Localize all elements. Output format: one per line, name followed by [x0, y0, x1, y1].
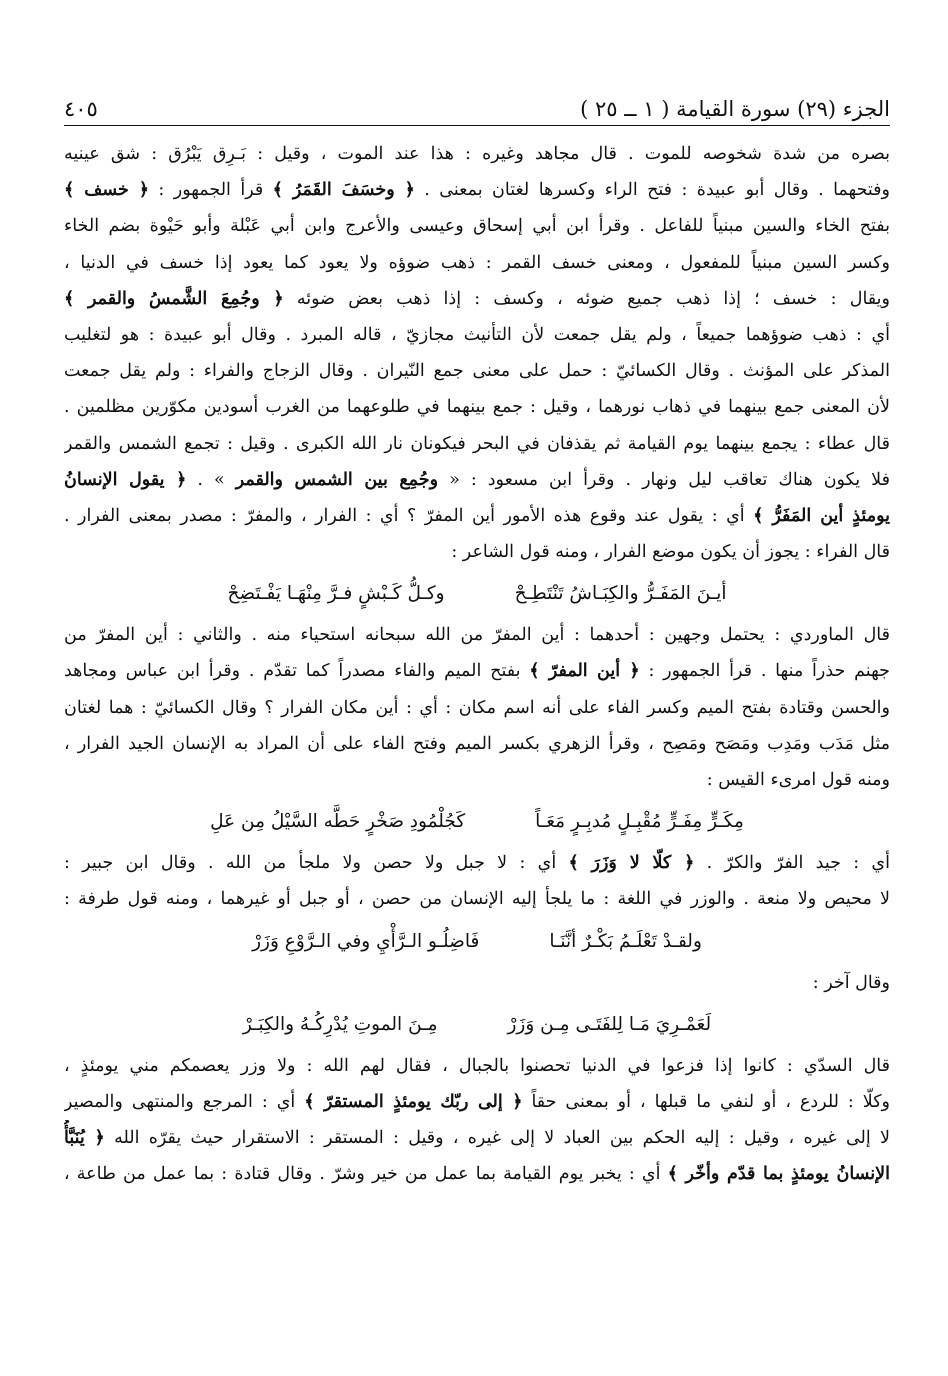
line-text: لأن المعنى جمع بينهما في ذهاب نورهما ، وقيل : جمع بينهما في طلوعهما من الغرب أسودين مكوّرين مظلمين .	[64, 397, 890, 418]
poetry-verse	[64, 918, 890, 965]
text-line	[64, 136, 890, 172]
text-line	[64, 534, 890, 570]
text-line	[64, 617, 890, 653]
text-line	[64, 498, 890, 534]
quran-quote: الإنسانُ يومئذٍ بما قدّم وأخّر ﴾	[667, 1164, 890, 1185]
verse-first-hemistich: أيـنَ المَفَـرُّ والكِبَـاشُ تَنْتَطِـحْ	[514, 583, 727, 605]
line-text: أي : ذهب ضوؤهما جميعاً ، ولم يقل جمعت لأن التأنيث مجازيّ ، قاله المبرد . وقال أبو عبيدة : هو لتغليب	[64, 324, 890, 345]
line-text: بفتح الخاء والسين مبنياً للفاعل . وقرأ ابن أبي إسحاق وعيسى والأعرج وابن أبي عَبْلة وأبو حَيْوة بضم الخاء	[64, 216, 890, 237]
verse-first-hemistich: مِكَـرٍّ مِفَـرٍّ مُقْبِـلٍ مُدبِـرٍ مَعَـاً	[535, 811, 744, 833]
text-line	[64, 317, 890, 353]
text-line	[64, 1084, 890, 1120]
line-text: جهنم حذراً منها . قرأ الجمهور :	[639, 661, 890, 682]
verse-first-hemistich: لَعَمْـرِيَ مَـا لِلفَتَـى مِـن وَزَرْ	[507, 1013, 712, 1035]
line-text: أي : يقول عند وقوع هذه الأمور أين المفرّ ؟ أي : الفرار ، والمفرّ : مصدر بمعنى الفرار .	[64, 505, 754, 526]
poetry-verse	[64, 570, 890, 617]
quran-quote: ﴿ إلى ربّك يومئذٍ المستقرّ ﴾	[304, 1091, 523, 1112]
line-text: أي : جيد الفرّ والكرّ .	[694, 853, 890, 874]
line-text: ويقال : خسف ؛ إذا ذهب جميع ضوئه ، وكسف : إذا ذهب بعض ضوئه	[283, 288, 890, 309]
text-line	[64, 762, 890, 798]
text-line	[64, 881, 890, 917]
line-text: مثل مَدَب ومَدِب ومَصَح ومَصِح ، وقرأ الزهري بكسر الميم وفتح الفاء على أن المراد به الإنسان الجيد الفرار ،	[64, 733, 890, 754]
quran-quote: ﴿ خسف ﴾	[64, 180, 149, 201]
text-line	[64, 845, 890, 881]
quran-quote: ﴿ يُنَبَّأُ	[64, 1128, 105, 1149]
text-line	[64, 965, 890, 1001]
line-text: أي : يخبر يوم القيامة بما عمل من خير وشرّ . وقال قتادة : بما عمل من طاعة ،	[64, 1164, 668, 1185]
line-text: المذكر على المؤنث . وقال الكسائيّ : حمل على معنى جمع النّيران . وقال الزجاج والفراء : ولم يقل جمعت	[64, 361, 890, 382]
text-line	[64, 1048, 890, 1084]
verse-second-hemistich: وكـلُّ كَـبْشٍ فـرَّ مِنْهَـا يَفْـتَضِحْ	[227, 583, 445, 605]
page-body	[64, 136, 890, 1296]
running-header	[64, 92, 890, 126]
text-line	[64, 653, 890, 689]
line-text: قال عطاء : يجمع بينهما يوم القيامة ثم يقذفان في البحر فيكونان نار الله الكبرى . وقيل : تجمع الشمس والقمر	[64, 433, 890, 454]
line-text: قال السدّي : كانوا إذا فزعوا في الدنيا تحصنوا بالجبال ، فقال لهم الله : ولا وزر يعصمكم مني يومئذٍ ،	[64, 1055, 890, 1076]
line-text: » .	[186, 469, 236, 490]
line-text: بفتح الميم والفاء مصدراً كما تقدّم . وقرأ ابن عباس ومجاهد	[64, 661, 530, 682]
poetry-verse	[64, 1001, 890, 1048]
text-line	[64, 389, 890, 425]
line-text: لا محيص ولا منعة . والوزر في اللغة : ما يلجأ إليه الإنسان من حصن ، أو جبل أو غيرهما ، ومنه قول طرفة :	[64, 889, 890, 910]
verse-second-hemistich: مِـنَ الموتِ يُدْرِكُـهُ والكِبَـرْ	[242, 1013, 438, 1035]
text-line	[64, 426, 890, 462]
poetry-verse	[64, 798, 890, 845]
line-text: وكلّا : للردع ، أو لنفي ما قبلها ، أو بمعنى حقاً	[522, 1091, 890, 1112]
line-text: ومنه قول امرىء القيس :	[706, 770, 890, 790]
page-number: ٤٠٥	[64, 97, 98, 121]
line-text: والحسن وقتادة بفتح الميم وكسر الفاء على أنه اسم مكان : أي : أين مكان الفرار ؟ وقال الكسائيّ : هما لغتان	[64, 697, 890, 718]
quran-quote: ﴿ وجُمِعَ الشَّمسُ والقمر ﴾	[64, 288, 284, 309]
text-line	[64, 726, 890, 762]
line-text: لا إلى غيره ، وقيل : إليه الحكم بين العباد لا إلى غيره ، وقيل : المستقر : الاستقرار حيث يقرّه الله	[104, 1128, 890, 1149]
line-text: فلا يكون هناك تعاقب ليل ونهار . وقرأ ابن مسعود : «	[438, 469, 890, 490]
text-line	[64, 690, 890, 726]
verse-second-hemistich: فَاضِلُـو الـرَّأْيِ وفي الـرَّوْعِ وَزَرْ	[252, 930, 480, 952]
quran-quote: ﴿ وخسَفَ القَمَرُ ﴾	[272, 180, 415, 201]
verse-second-hemistich: كَجُلْمُودِ صَخْرٍ حَطَّه السَّيْلُ مِن عَلِ	[210, 811, 466, 833]
text-line	[64, 281, 890, 317]
text-line	[64, 245, 890, 281]
quran-quote: ﴿ يقول الإنسانُ	[64, 469, 187, 490]
quran-quote: ﴿ أين المفرّ ﴾	[529, 661, 640, 682]
line-text: وقال آخر :	[812, 972, 890, 993]
text-line	[64, 208, 890, 244]
text-line	[64, 1120, 890, 1156]
header-title: الجزء (٢٩) سورة القيامة ( ١ ــ ٢٥ )	[580, 97, 890, 121]
header-divider	[64, 125, 890, 126]
variant-reading: وجُمِع بين الشمس والقمر	[235, 469, 439, 490]
line-text: قال الفراء : يجوز أن يكون موضع الفرار ، ومنه قول الشاعر :	[451, 542, 890, 563]
quran-quote: يومئذٍ أين المَفَرُّ ﴾	[753, 505, 890, 526]
line-text: أي : لا جبل ولا حصن ولا ملجأ من الله . وقال ابن جبير :	[64, 853, 569, 874]
line-text: وفتحهما . وقال أبو عبيدة : فتح الراء وكسرها لغتان بمعنى .	[414, 180, 890, 201]
quran-quote: ﴿ كلّا لا وَزَرَ ﴾	[568, 853, 695, 874]
line-text: وكسر السين مبنياً للمفعول ، ومعنى خسف القمر : ذهب ضوؤه ولا يعود كما يعود إذا خسف في الدنيا ،	[64, 252, 890, 273]
text-line	[64, 1156, 890, 1192]
text-line	[64, 172, 890, 208]
text-line	[64, 462, 890, 498]
line-text: أي : المرجع والمنتهى والمصير	[64, 1091, 305, 1112]
line-text: بصره من شدة شخوصه للموت . قال مجاهد وغيره : هذا عند الموت ، وقيل : بَـرِق يَبْرُق : شق عينيه	[64, 144, 890, 164]
line-text: قرأ الجمهور :	[148, 180, 273, 201]
verse-first-hemistich: ولقـدْ تَعْلَـمُ بَكْـرٌ أنَّنَـا	[549, 930, 702, 952]
line-text: قال الماوردي : يحتمل وجهين : أحدهما : أين المفرّ من الله سبحانه استحياء منه . والثاني : أين المفرّ من	[64, 625, 890, 646]
text-line	[64, 353, 890, 389]
